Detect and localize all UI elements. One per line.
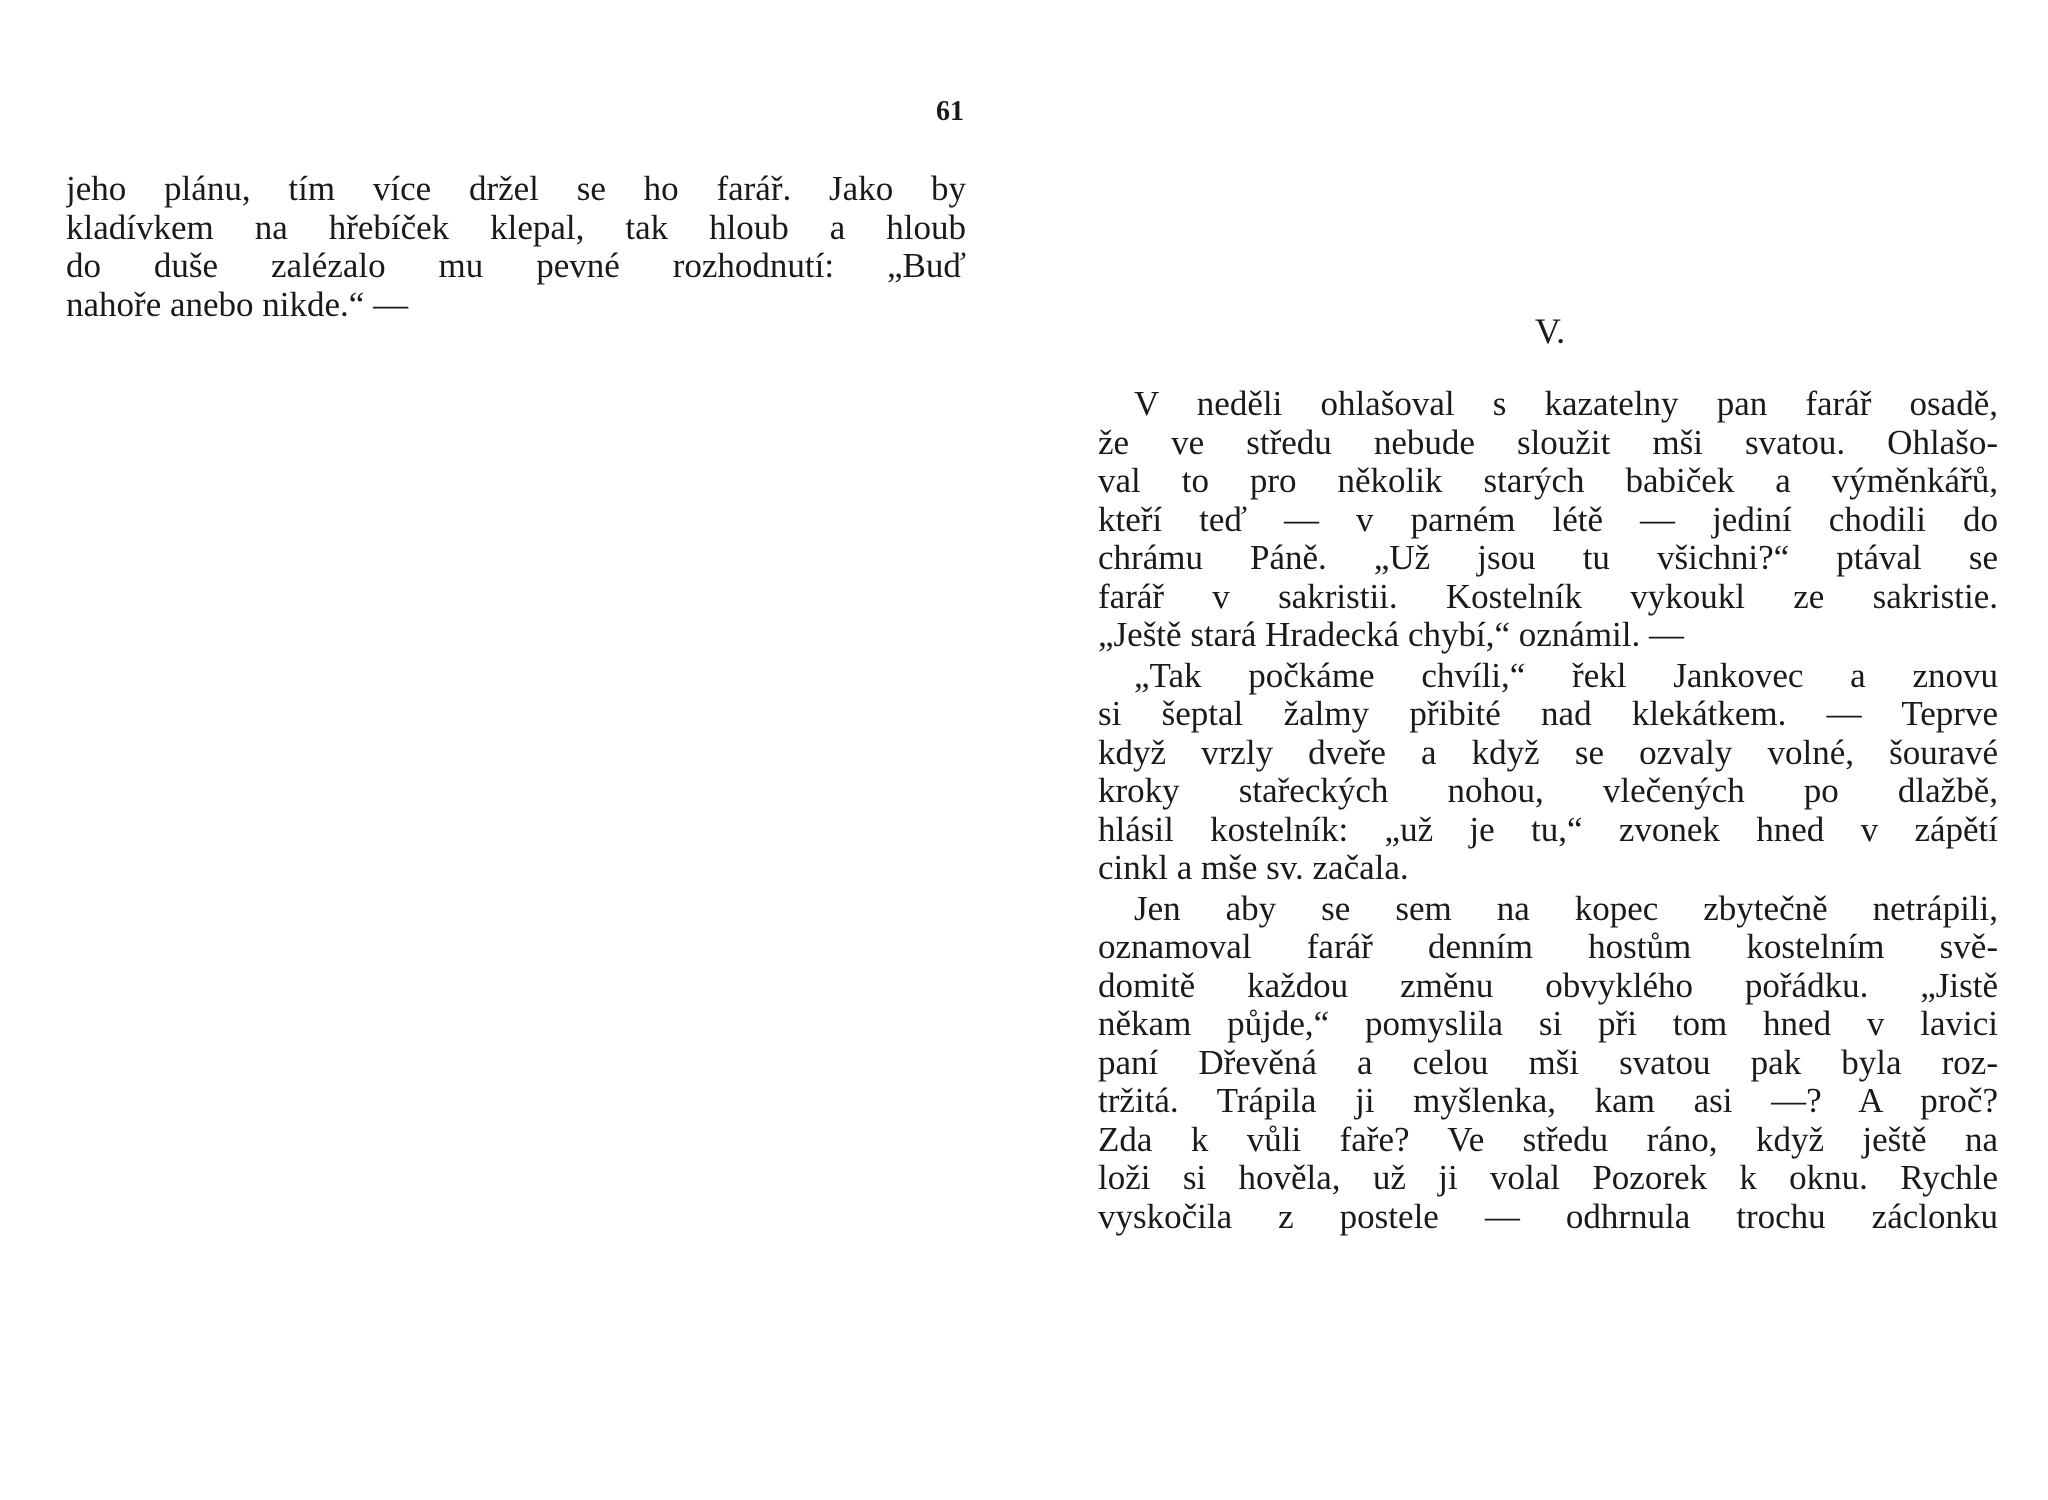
text-line: tržitá. Trápila ji myšlenka, kam asi —? A proč? bbox=[1098, 1082, 1998, 1120]
text-line: že ve středu nebude sloužit mši svatou. Ohlašo- bbox=[1098, 423, 1998, 462]
paragraph bbox=[1098, 657, 1998, 888]
paragraph bbox=[1098, 890, 1998, 1237]
text-line: kroky stařeckých nohou, vlečených po dlažbě, bbox=[1098, 772, 1998, 810]
text-line: „Ještě stará Hradecká chybí,“ oznámil. — bbox=[1098, 616, 1684, 654]
text-line: V neděli ohlašoval s kazatelny pan farář osadě, bbox=[1134, 385, 1998, 423]
text-line: cinkl a mše sv. začala. bbox=[1098, 849, 1409, 887]
text-line: do duše zalézalo mu pevné rozhodnutí: „Buď bbox=[66, 247, 966, 285]
text-line: kteří teď — v parném létě — jediní chodili do bbox=[1098, 500, 1998, 539]
text-line: val to pro několik starých babiček a výměnkářů, bbox=[1098, 462, 1998, 500]
text-line: „Tak počkáme chvíli,“ řekl Jankovec a znovu bbox=[1134, 656, 1998, 695]
paragraph bbox=[1098, 385, 1998, 655]
text-line: hlásil kostelník: „už je tu,“ zvonek hned v zápětí bbox=[1098, 810, 1998, 849]
text-line: Jen aby se sem na kopec zbytečně netrápili, bbox=[1134, 889, 1998, 928]
page-number: 61 bbox=[936, 96, 964, 127]
text-line: když vrzly dveře a když se ozvaly volné, šouravé bbox=[1098, 733, 1998, 772]
text-line: chrámu Páně. „Už jsou tu všichni?“ ptával se bbox=[1098, 539, 1998, 577]
chapter-heading: V. bbox=[1534, 311, 1566, 351]
right-column-text bbox=[1098, 385, 1998, 1238]
text-line: někam půjde,“ pomyslila si při tom hned v lavici bbox=[1098, 1005, 1998, 1043]
text-line: loži si hověla, už ji volal Pozorek k oknu. Rychle bbox=[1098, 1159, 1998, 1197]
left-column-text bbox=[66, 170, 966, 324]
text-line: farář v sakristii. Kostelník vykoukl ze sakristie. bbox=[1098, 577, 1998, 616]
text-line: oznamoval farář denním hostům kostelním svě- bbox=[1098, 928, 1998, 966]
text-line: domitě každou změnu obvyklého pořádku. „Jistě bbox=[1098, 966, 1998, 1005]
text-line: vyskočila z postele — odhrnula trochu záclonku bbox=[1098, 1197, 1998, 1236]
text-line: nahoře anebo nikde.“ — bbox=[66, 285, 409, 324]
text-line: kladívkem na hřebíček klepal, tak hloub a hloub bbox=[66, 208, 966, 247]
text-line: si šeptal žalmy přibité nad klekátkem. — Teprve bbox=[1098, 695, 1998, 733]
text-line: paní Dřevěná a celou mši svatou pak byla roz- bbox=[1098, 1043, 1998, 1082]
text-line: jeho plánu, tím více držel se ho farář. Jako by bbox=[66, 170, 966, 208]
text-line: Zda k vůli faře? Ve středu ráno, když ještě na bbox=[1098, 1120, 1998, 1159]
